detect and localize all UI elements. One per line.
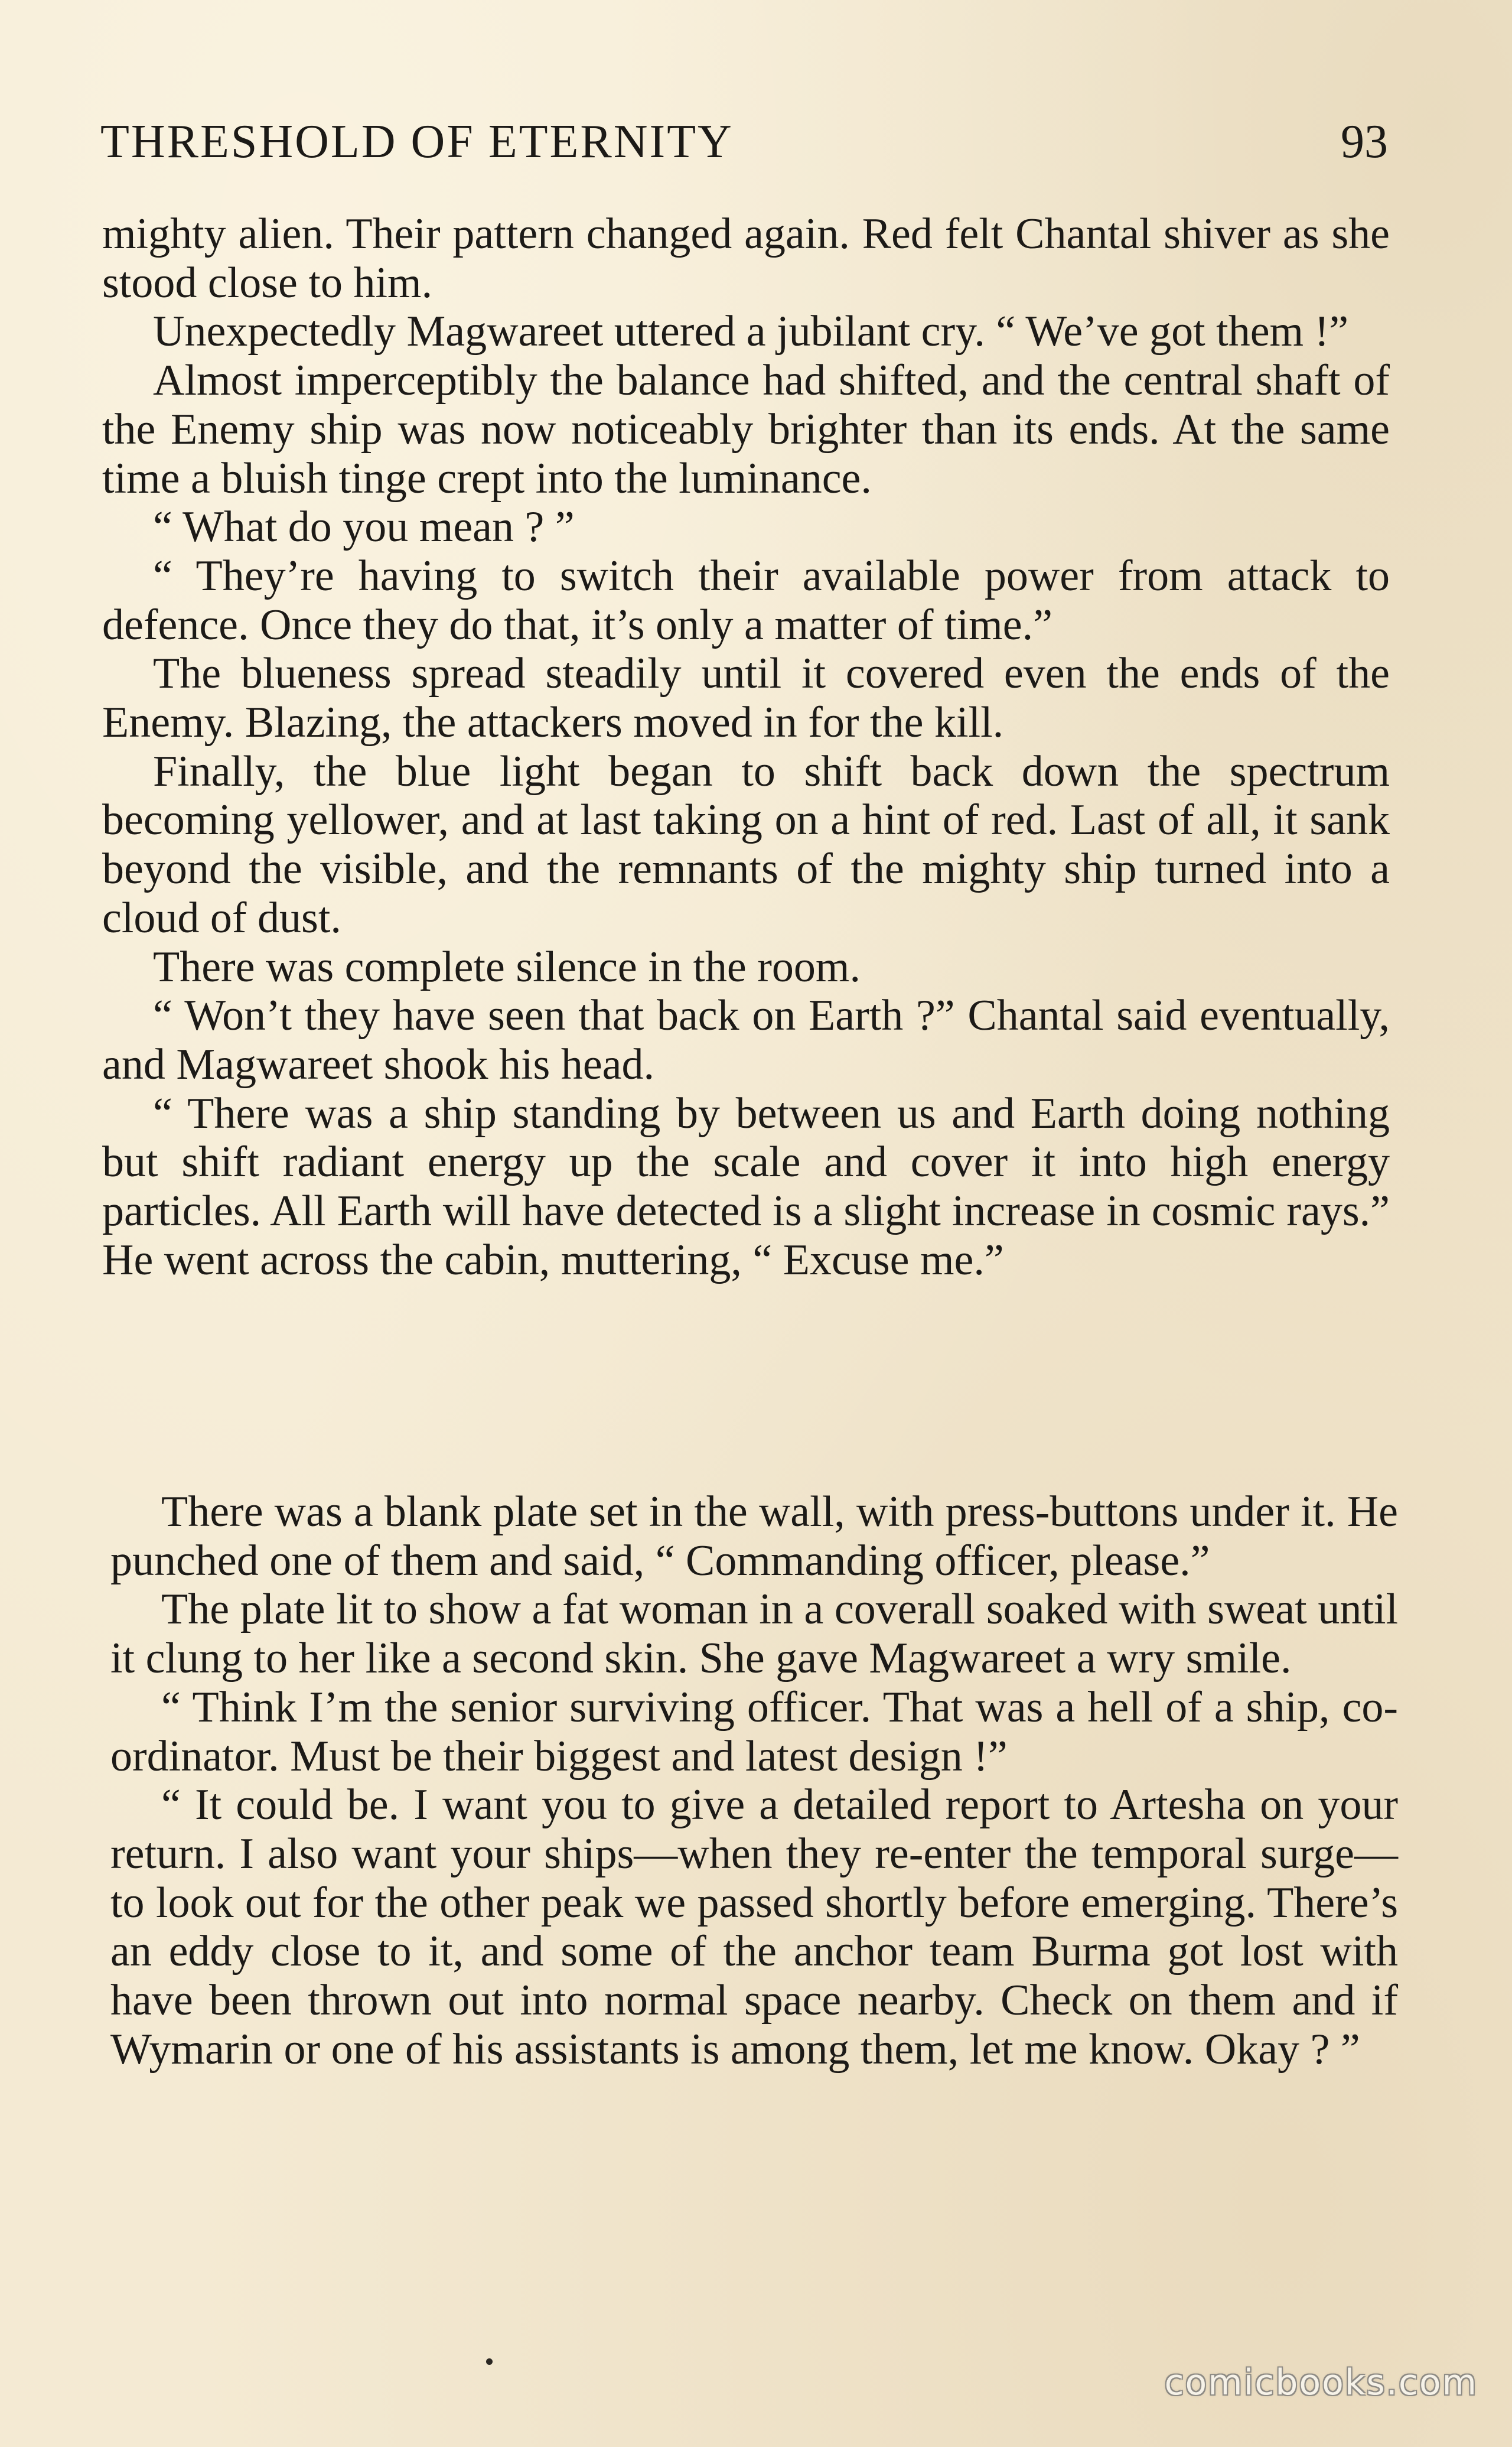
paragraph: “ They’re having to switch their available power from attack to defence. Once they do that, it’s only a matter of time.” — [102, 551, 1390, 649]
paragraph: Finally, the blue light began to shift back down the spectrum becoming yellower, and at last taking on a hint of red. Last of all, it sank beyond the visible, and the remnants of the mighty ship turned into a cloud of dust. — [102, 747, 1390, 942]
paragraph: “ Won’t they have seen that back on Earth ?” Chantal said eventually, and Magwareet shook his head. — [102, 991, 1390, 1089]
paragraph: “ It could be. I want you to give a detailed report to Artesha on your return. I also want your ships—when they re-enter the temporal surge—to look out for the other peak we passed shortly before emerging. There’s an eddy close to it, and some of the anchor team Burma got lost with have been thrown out into normal space nearby. Check on them and if Wymarin or one of his assistants is among them, let me know. Okay ? ” — [110, 1781, 1398, 2074]
text-section-1 — [102, 210, 1390, 1284]
paragraph: “ Think I’m the senior surviving officer. That was a hell of a ship, co-ordinator. Must be their biggest and latest design !” — [110, 1683, 1398, 1781]
paragraph: Almost imperceptibly the balance had shifted, and the central shaft of the Enemy ship was now noticeably brighter than its ends. At the same time a bluish tinge crept into the luminance. — [102, 356, 1390, 503]
paragraph: The plate lit to show a fat woman in a coverall soaked with sweat until it clung to her like a second skin. She gave Magwareet a wry smile. — [110, 1585, 1398, 1683]
paragraph: Unexpectedly Magwareet uttered a jubilant cry. “ We’ve got them !” — [153, 307, 1349, 356]
paragraph: mighty alien. Their pattern changed again. Red felt Chantal shiver as she stood close to him. — [102, 210, 1390, 307]
running-head — [100, 112, 1388, 171]
running-title: THRESHOLD OF ETERNITY — [100, 116, 734, 168]
page-number: 93 — [1341, 116, 1388, 168]
paragraph: “ What do you mean ? ” — [153, 503, 575, 552]
paragraph: There was complete silence in the room. — [153, 942, 861, 991]
paragraph: The blueness spread steadily until it covered even the ends of the Enemy. Blazing, the attackers moved in for the kill. — [102, 649, 1390, 747]
text-section-2 — [110, 1488, 1398, 2074]
ink-speck — [486, 2358, 493, 2365]
paragraph: “ There was a ship standing by between us and Earth doing nothing but shift radiant energy up the scale and cover it into high energy particles. All Earth will have detected is a slight increase in cosmic rays.” He went across the cabin, muttering, “ Excuse me.” — [102, 1089, 1390, 1284]
paragraph: There was a blank plate set in the wall, with press-buttons under it. He punched one of them and said, “ Commanding officer, please.” — [110, 1488, 1398, 1585]
watermark: comicbooks.com — [1164, 2362, 1478, 2403]
